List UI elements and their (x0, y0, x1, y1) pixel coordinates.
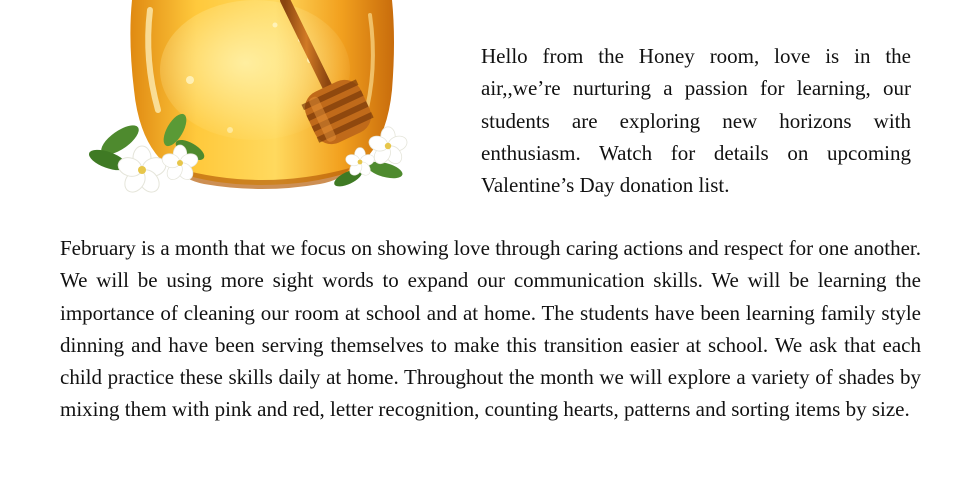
honey-jar-icon (80, 0, 420, 205)
main-paragraph: February is a month that we focus on showing love through caring actions and respect for one another. We will be using more sight words to expand our communication skills. We will be learning the importance of cleaning our room at school and at home. The students have been learning family style dinning and have been serving themselves to make this transition easier at school. We ask that each child practice these skills daily at home. Throughout the month we will explore a variety of shades by mixing them with pink and red, letter recognition, counting hearts, patterns and sorting items by size. (60, 236, 921, 422)
intro-paragraph: Hello from the Honey room, love is in the air,,we’re nurturing a passion for learning, our students are exploring new horizons with enthusiasm. Watch for details on upcoming Valentine’s Day donation list. (481, 44, 911, 198)
